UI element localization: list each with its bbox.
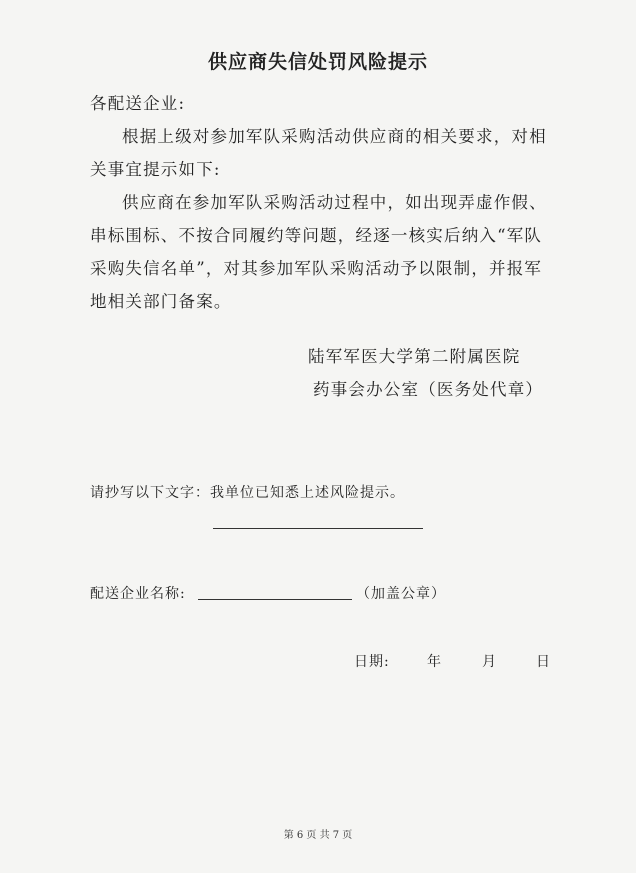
seal-note: （加盖公章） bbox=[356, 586, 446, 602]
copy-instruction: 请抄写以下文字：我单位已知悉上述风险提示。 bbox=[90, 485, 405, 501]
salutation: 各配送企业: bbox=[90, 94, 186, 113]
signature-org: 陆军军医大学第二附属医院 bbox=[308, 347, 521, 366]
body-line-2: 关事宜提示如下: bbox=[90, 160, 221, 179]
body-line-5: 采购失信名单”，对其参加军队采购活动予以限制，并报军 bbox=[90, 259, 543, 278]
body-line-4: 串标围标、不按合同履约等问题，经逐一核实后纳入“军队 bbox=[90, 226, 543, 245]
copy-text-blank[interactable] bbox=[213, 528, 423, 529]
date-month: 月 bbox=[482, 654, 497, 670]
body-line-3: 供应商在参加军队采购活动过程中，如出现弄虚作假、 bbox=[122, 193, 547, 212]
body-line-6: 地相关部门备案。 bbox=[90, 292, 232, 311]
signature-office: 药事会办公室（医务处代章） bbox=[313, 380, 544, 399]
page-footer: 第 6 页 共 7 页 bbox=[283, 830, 353, 841]
company-name-blank[interactable] bbox=[198, 599, 352, 600]
company-name-label: 配送企业名称: bbox=[90, 586, 186, 602]
page-title: 供应商失信处罚风险提示 bbox=[207, 51, 428, 73]
date-label: 日期: bbox=[354, 654, 390, 670]
body-line-1: 根据上级对参加军队采购活动供应商的相关要求，对相 bbox=[122, 127, 547, 146]
date-day: 日 bbox=[536, 654, 551, 670]
date-year: 年 bbox=[427, 654, 442, 670]
